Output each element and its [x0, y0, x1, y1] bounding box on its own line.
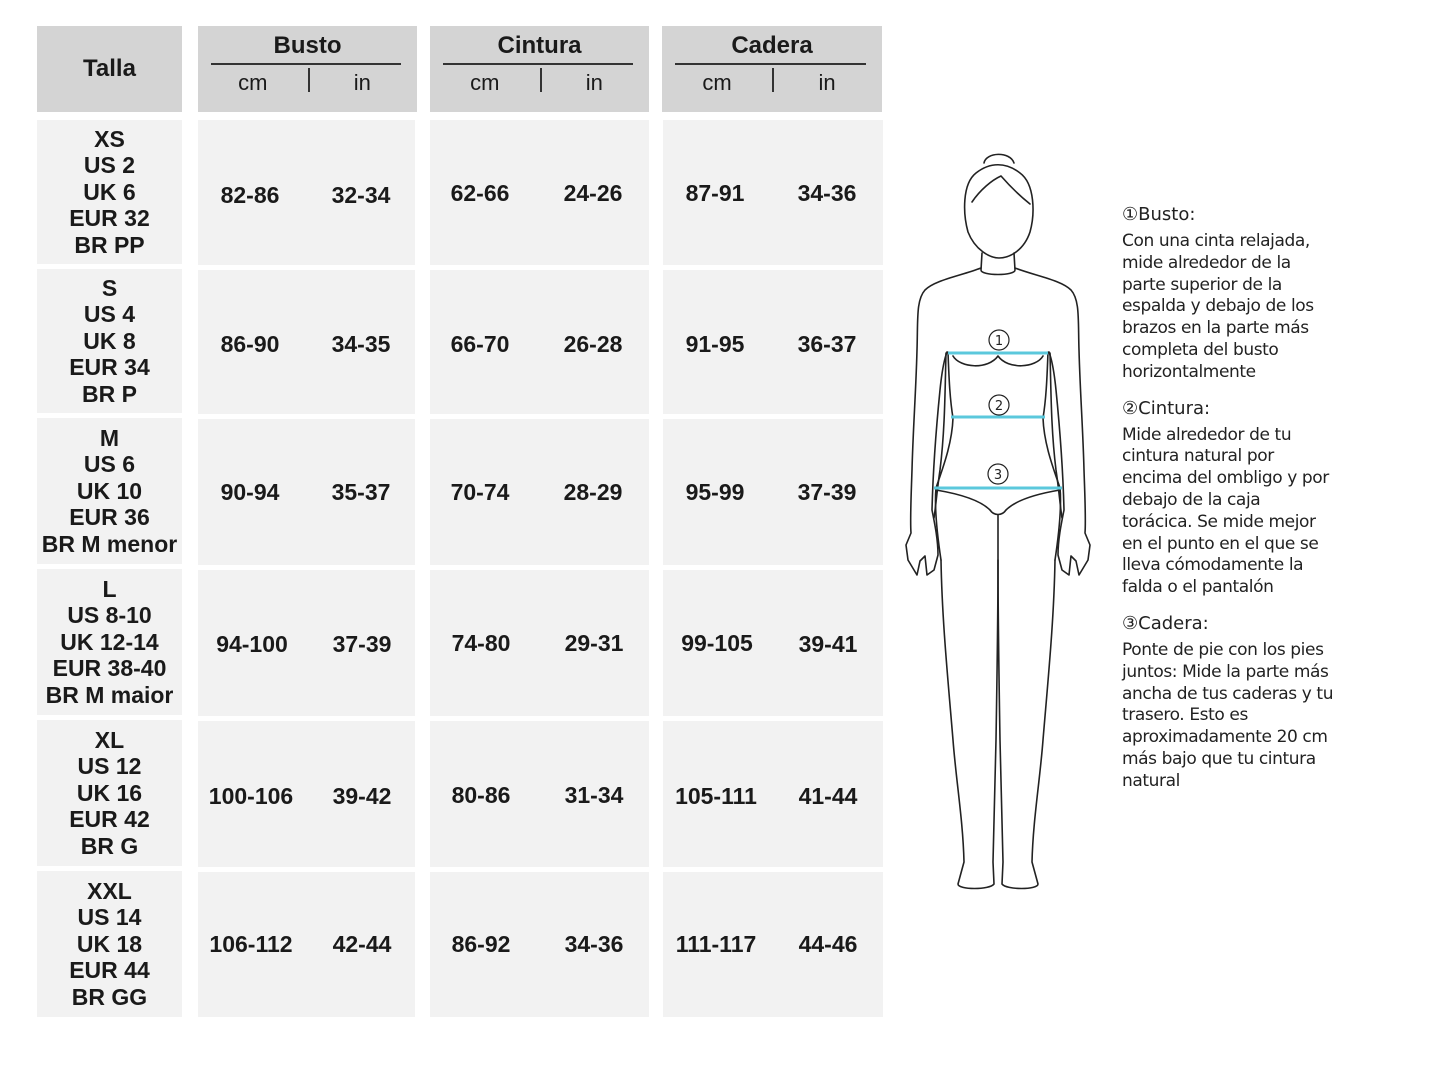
size-us: US 8-10 [67, 602, 152, 629]
note-line: encima del ombligo y por [1122, 468, 1329, 489]
talla-cell-xl [37, 720, 182, 866]
busto-in-s: 34-35 [331, 331, 391, 357]
size-us: US 14 [77, 904, 142, 931]
note-line: debajo de la caja [1122, 489, 1261, 510]
body-measurement-figure [900, 150, 1100, 895]
cadera-cm-xs: 87-91 [685, 180, 745, 206]
note-line: falda o el pantalón [1122, 577, 1274, 598]
hair-line [972, 176, 1030, 204]
busto-cm-s: 86-90 [220, 331, 280, 357]
talla-cell-s [37, 269, 182, 413]
talla-cell-l [37, 569, 182, 715]
row-separator [198, 414, 415, 419]
cadera-in-s: 36-37 [797, 331, 857, 357]
size-uk: UK 10 [76, 477, 143, 504]
cintura-title: Cintura [497, 32, 582, 59]
cadera-in-m: 37-39 [797, 479, 857, 505]
talla-cell-xs [37, 120, 182, 264]
note-line: Mide alrededor de tu [1122, 424, 1292, 445]
busto-cm-label: cm [238, 70, 268, 95]
cadera-in-label: in [818, 70, 836, 95]
busto-in-xl: 39-42 [332, 783, 392, 809]
size-eur: EUR 32 [69, 205, 150, 232]
row-separator [430, 565, 649, 570]
note-line: ancha de tus caderas y tu [1122, 683, 1334, 704]
note-cadera-title: ③Cadera: [1122, 612, 1209, 634]
row-separator [663, 716, 883, 721]
size-us: US 12 [77, 753, 142, 780]
row-separator [663, 265, 883, 270]
right-leg [998, 560, 1055, 889]
cintura-cm-m: 70-74 [450, 479, 510, 505]
torso-right-side [1043, 352, 1061, 560]
cadera-title: Cadera [731, 32, 813, 59]
row-separator [430, 716, 649, 721]
note-cintura-body [1122, 425, 1352, 599]
size-br: BR G [80, 832, 139, 859]
row-separator [198, 867, 415, 872]
size-uk: UK 16 [76, 779, 143, 806]
size-br: BR M menor [41, 530, 178, 557]
talla-header [37, 26, 182, 112]
cadera-cm-xxl: 111-117 [675, 931, 757, 957]
size-uk: UK 8 [83, 327, 136, 354]
marker-3-label: 3 [993, 468, 1003, 483]
size-eur: EUR 38-40 [52, 655, 167, 682]
size-uk: UK 6 [83, 178, 136, 205]
hip-brief-line [936, 490, 1060, 515]
note-line: aproximadamente 20 cm [1122, 727, 1328, 748]
note-cadera [1122, 613, 1352, 793]
cintura-header [430, 26, 649, 112]
busto-in-m: 35-37 [331, 479, 391, 505]
size-uk: UK 18 [76, 930, 143, 957]
busto-in-xs: 32-34 [331, 182, 391, 208]
cadera-in-xxl: 44-46 [798, 931, 858, 957]
busto-in-label: in [353, 70, 371, 95]
note-line: horizontalmente [1122, 361, 1256, 382]
talla-header-label: Talla [83, 55, 136, 82]
busto-title: Busto [273, 32, 342, 59]
size-code: XS [94, 125, 125, 152]
cadera-in-xs: 34-36 [797, 180, 857, 206]
note-cintura [1122, 398, 1352, 599]
cadera-in-xl: 41-44 [798, 783, 858, 809]
cadera-cm-label: cm [702, 70, 732, 95]
note-line: espalda y debajo de los [1122, 296, 1314, 317]
cintura-in-xl: 31-34 [564, 782, 624, 808]
note-busto-title: ①Busto: [1122, 204, 1196, 225]
busto-header [198, 26, 417, 112]
size-code: M [99, 424, 120, 451]
bust-line [953, 356, 1043, 366]
note-line: cintura natural por [1122, 446, 1274, 467]
cintura-cm-xs: 62-66 [450, 180, 510, 206]
note-line: mide alrededor de la [1122, 252, 1291, 273]
note-line: brazos en la parte más [1122, 318, 1309, 339]
size-code: XL [94, 726, 125, 753]
cadera-header [662, 26, 882, 112]
note-line: Con una cinta relajada, [1122, 231, 1310, 251]
busto-cm-m: 90-94 [220, 479, 280, 505]
row-separator [198, 265, 415, 270]
size-eur: EUR 44 [69, 957, 150, 984]
note-cadera-body [1122, 640, 1352, 793]
size-br: BR GG [71, 983, 148, 1010]
cadera-cm-xl: 105-111 [675, 783, 757, 809]
size-us: US 6 [83, 451, 136, 478]
cintura-cm-xl: 80-86 [451, 782, 511, 808]
cintura-cm-xxl: 86-92 [451, 931, 511, 957]
marker-1-label: 1 [994, 334, 1004, 349]
note-line: lleva cómodamente la [1122, 555, 1304, 576]
note-line: Ponte de pie con los pies [1122, 639, 1324, 660]
size-eur: EUR 36 [69, 504, 150, 531]
size-br: BR P [82, 380, 137, 407]
note-cintura-title: ②Cintura: [1122, 397, 1211, 419]
cintura-cm-s: 66-70 [450, 331, 510, 357]
row-separator [663, 414, 883, 419]
note-busto-body [1122, 231, 1352, 384]
busto-in-l: 37-39 [332, 631, 392, 657]
left-leg [941, 515, 998, 889]
size-eur: EUR 42 [69, 806, 150, 833]
note-line: juntos: Mide la parte más [1122, 661, 1329, 682]
size-code: L [102, 575, 117, 602]
size-br: BR PP [74, 231, 145, 258]
cintura-in-m: 28-29 [563, 479, 623, 505]
row-separator [198, 565, 415, 570]
cintura-in-l: 29-31 [564, 630, 624, 656]
note-line: trasero. Esto es [1122, 705, 1248, 726]
talla-cell-xxl [37, 871, 182, 1017]
header-divider [675, 63, 866, 65]
row-separator [430, 867, 649, 872]
size-uk: UK 12-14 [60, 628, 159, 655]
cadera-cm-s: 91-95 [685, 331, 745, 357]
cadera-in-l: 39-41 [798, 631, 858, 657]
size-eur: EUR 34 [69, 354, 150, 381]
size-br: BR M maior [45, 681, 174, 708]
size-code: XXL [87, 877, 132, 904]
row-separator [663, 565, 883, 570]
note-line: torácica. Se mide mejor [1122, 511, 1316, 532]
busto-cm-xl: 100-106 [208, 783, 294, 809]
header-divider [211, 63, 401, 65]
row-separator [663, 867, 883, 872]
size-us: US 4 [83, 301, 136, 328]
cintura-cm-label: cm [470, 70, 500, 95]
note-line: en el punto en el que se [1122, 533, 1319, 554]
hair-bun [984, 154, 1014, 163]
size-code: S [101, 274, 118, 301]
note-line: natural [1122, 770, 1180, 791]
row-separator [430, 414, 649, 419]
row-separator [198, 716, 415, 721]
size-us: US 2 [83, 152, 136, 179]
busto-cm-xs: 82-86 [220, 182, 280, 208]
cadera-cm-m: 95-99 [685, 479, 745, 505]
note-line: más bajo que tu cintura [1122, 748, 1316, 769]
row-separator [430, 265, 649, 270]
torso-left-side [935, 352, 953, 560]
header-divider [443, 63, 633, 65]
busto-in-xxl: 42-44 [332, 931, 392, 957]
note-busto [1122, 204, 1352, 384]
note-line: parte superior de la [1122, 274, 1282, 295]
busto-cm-xxl: 106-112 [209, 931, 293, 957]
measurement-notes [1122, 204, 1352, 807]
head [965, 165, 1033, 258]
cintura-in-s: 26-28 [563, 331, 623, 357]
cintura-in-xxl: 34-36 [564, 931, 624, 957]
cintura-in-label: in [585, 70, 603, 95]
cintura-in-xs: 24-26 [563, 180, 623, 206]
note-line: completa del busto [1122, 339, 1279, 360]
busto-cm-l: 94-100 [216, 631, 288, 657]
marker-2-label: 2 [994, 399, 1004, 414]
cadera-cm-l: 99-105 [681, 630, 753, 656]
cintura-cm-l: 74-80 [451, 630, 511, 656]
talla-cell-m [37, 418, 182, 564]
